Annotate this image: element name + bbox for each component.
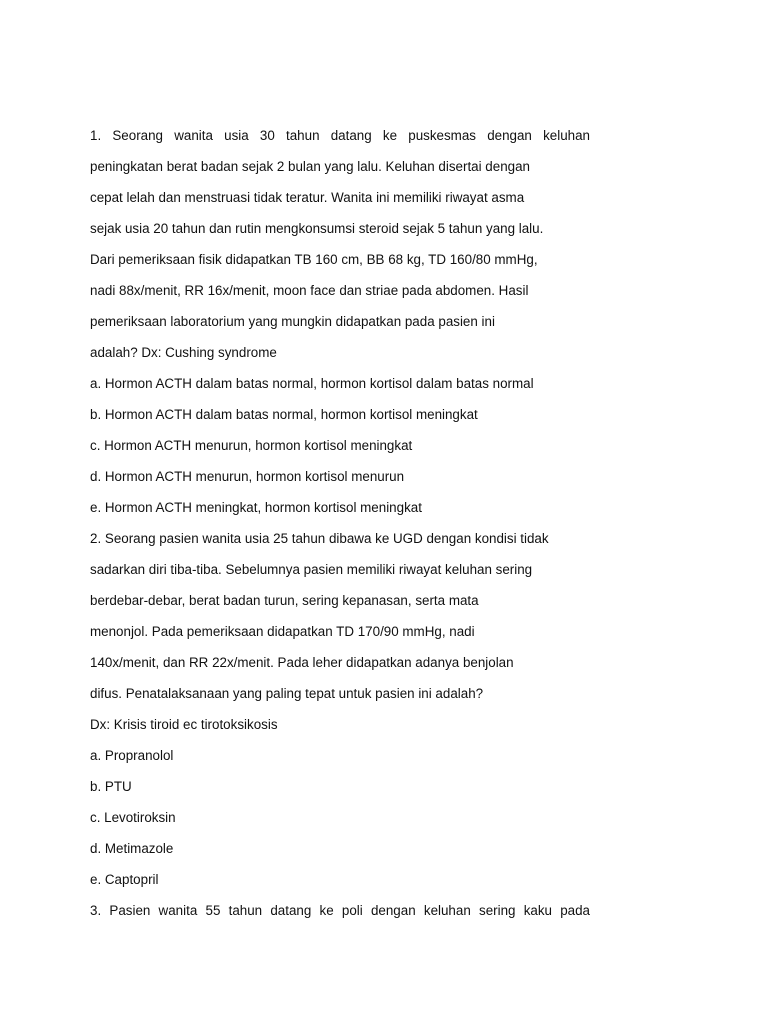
q3-line-1: 3. Pasien wanita 55 tahun datang ke poli dengan keluhan sering kaku pada [90,903,590,918]
q1-line-8: adalah? Dx: Cushing syndrome [90,345,277,360]
q1-option-e: e. Hormon ACTH meningkat, hormon kortisol meningkat [90,500,422,515]
q1-line-3: cepat lelah dan menstruasi tidak teratur. Wanita ini memiliki riwayat asma [90,190,525,205]
q1-option-d: d. Hormon ACTH menurun, hormon kortisol menurun [90,469,405,484]
q1-line-6: nadi 88x/menit, RR 16x/menit, moon face dan striae pada abdomen. Hasil [90,283,529,298]
q1-line-4: sejak usia 20 tahun dan rutin mengkonsumsi steroid sejak 5 tahun yang lalu. [90,221,544,236]
q1-line-7: pemeriksaan laboratorium yang mungkin didapatkan pada pasien ini [90,314,495,329]
q2-option-e: e. Captopril [90,872,159,887]
q2-option-c: c. Levotiroksin [90,810,176,825]
q1-option-c: c. Hormon ACTH menurun, hormon kortisol meningkat [90,438,413,453]
q2-line-2: sadarkan diri tiba-tiba. Sebelumnya pasien memiliki riwayat keluhan sering [90,562,533,577]
q1-line-1: 1. Seorang wanita usia 30 tahun datang ke puskesmas dengan keluhan [90,128,590,143]
q1-line-2: peningkatan berat badan sejak 2 bulan yang lalu. Keluhan disertai dengan [90,159,530,174]
q1-line-5: Dari pemeriksaan fisik didapatkan TB 160 cm, BB 68 kg, TD 160/80 mmHg, [90,252,538,267]
q2-line-3: berdebar-debar, berat badan turun, sering kepanasan, serta mata [90,593,479,608]
q2-line-6: difus. Penatalaksanaan yang paling tepat untuk pasien ini adalah? [90,686,484,701]
q1-option-a: a. Hormon ACTH dalam batas normal, hormon kortisol dalam batas normal [90,376,534,391]
q2-diagnosis: Dx: Krisis tiroid ec tirotoksikosis [90,717,278,732]
q2-line-5: 140x/menit, dan RR 22x/menit. Pada leher didapatkan adanya benjolan [90,655,514,670]
document-body [90,120,590,926]
q2-option-a: a. Propranolol [90,748,174,763]
q2-line-4: menonjol. Pada pemeriksaan didapatkan TD 170/90 mmHg, nadi [90,624,475,639]
q2-line-1: 2. Seorang pasien wanita usia 25 tahun dibawa ke UGD dengan kondisi tidak [90,531,549,546]
q2-option-b: b. PTU [90,779,132,794]
q1-option-b: b. Hormon ACTH dalam batas normal, hormon kortisol meningkat [90,407,478,422]
q2-option-d: d. Metimazole [90,841,174,856]
